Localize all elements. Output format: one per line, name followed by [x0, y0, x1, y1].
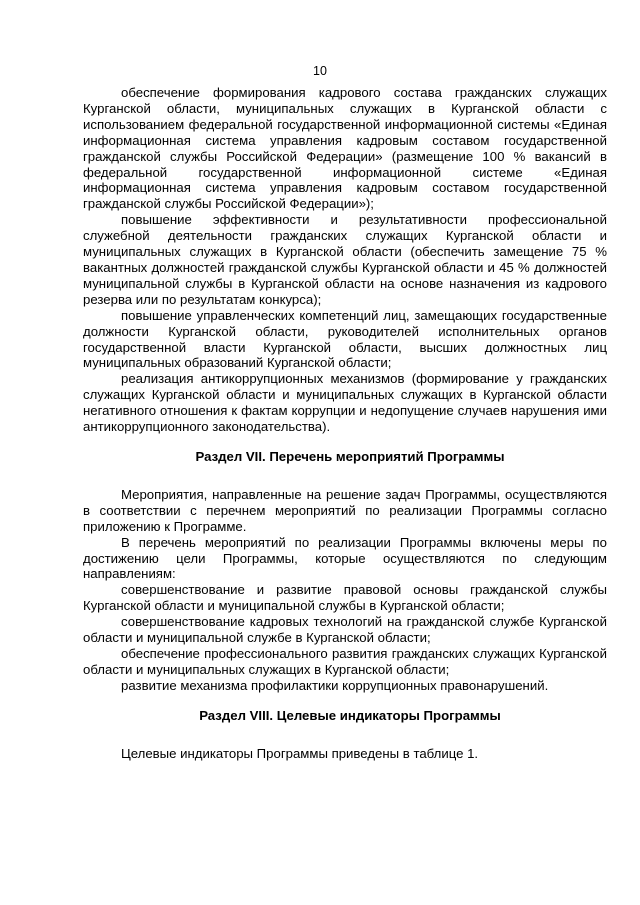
paragraph: Мероприятия, направленные на решение задач Программы, осуществляются в соответствии с перечнем мероприятий по реализации Программы согласно приложению к Программе.: [83, 486, 607, 534]
paragraph: развитие механизма профилактики коррупционных правонарушений.: [121, 677, 549, 693]
paragraph: совершенствование и развитие правовой основы гражданской службы Курганской области и муниципальной службы в Курганской области;: [83, 582, 607, 614]
paragraph: Целевые индикаторы Программы приведены в таблице 1.: [121, 745, 479, 761]
paragraph: обеспечение профессионального развития гражданских служащих Курганской области и муниципальных служащих в Курганской области;: [83, 646, 607, 677]
paragraph: повышение управленческих компетенций лиц, замещающих государственные должности Курганской области, руководителей исполнительных органов государственной власти Курганской области, высших должностных лиц муниципальных образований Курганской области;: [83, 307, 607, 371]
section-heading: Раздел VIII. Целевые индикаторы Программы: [199, 707, 501, 723]
paragraph: В перечень мероприятий по реализации Программы включены меры по достижению цели Программы, которые осуществляются по следующим направлениям:: [83, 534, 607, 582]
paragraph: обеспечение формирования кадрового состава гражданских служащих Курганской области, муниципальных служащих в Курганской области с использованием федеральной государственной информационной системы «Единая информационная система управления кадровым составом государственной гражданской службы Российской Федерации» (размещение 100 % вакансий в федеральной государственной информационной системе «Единая информационная система управления кадровым составом государственной гражданской службы Российской Федерации»);: [83, 85, 607, 212]
document-body: [83, 85, 607, 762]
page-number: 10: [313, 64, 327, 78]
section-heading: Раздел VII. Перечень мероприятий Программы: [195, 448, 505, 464]
paragraph: реализация антикоррупционных механизмов (формирование у гражданских служащих Курганской области и муниципальных служащих в Курганской области негативного отношения к фактам коррупции и недопущение случаев нарушения ими антикоррупционного законодательства).: [83, 371, 607, 435]
paragraph: повышение эффективности и результативности профессиональной служебной деятельности гражданских служащих Курганской области и муниципальных служащих в Курганской области (обеспечить замещение 75 % вакантных должностей гражданской службы Курганской области и 45 % должностей муниципальной службы в Курганской области на основе назначения из кадрового резерва или по результатам конкурса);: [83, 212, 607, 307]
paragraph: совершенствование кадровых технологий на гражданской службе Курганской области и муниципальной службе в Курганской области;: [83, 614, 607, 646]
